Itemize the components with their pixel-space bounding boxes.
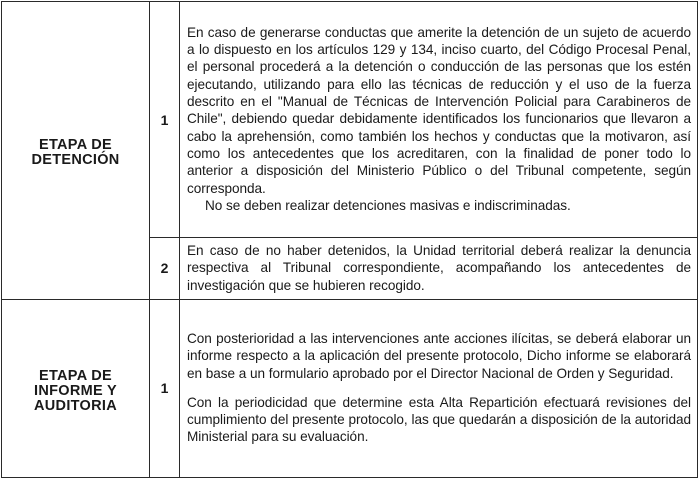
step-number: 1 [150, 2, 180, 238]
step-paragraph: No se deben realizar detenciones masivas e indiscriminadas. [205, 197, 571, 213]
stage-title-line: AUDITORIA [34, 397, 117, 414]
step-number: 2 [150, 238, 180, 300]
step-text-cell [180, 238, 698, 300]
step-text-cell [180, 299, 698, 477]
stage-detention-cell [2, 2, 150, 300]
step-number: 1 [150, 299, 180, 477]
table-row [2, 299, 698, 477]
protocol-table [1, 1, 698, 478]
step-paragraph: En caso de no haber detenidos, la Unidad territorial deberá realizar la denuncia respectiva al Tribunal correspondiente, acompañando los antecedentes de investigación que se hubieren recogido. [187, 243, 691, 293]
stage-report-cell [2, 299, 150, 477]
table-row [2, 2, 698, 238]
step-paragraph: En caso de generarse conductas que amerite la detención de un sujeto de acuerdo a lo dispuesto en los artículos 129 y 134, inciso cuarto, del Código Procesal Penal, el personal procederá a la detención o conducción de las personas que los estén ejecutando, utilizando para ello las técnicas de reducción y el uso de la fuerza descrito en el "Manual de Técnicas de Intervención Policial para Carabineros de Chile", debiendo quedar debidamente identificados los funcionarios que llevaron a cabo la aprehensión, como también los hechos y conductas que la motivaron, así como los antecedentes que los acreditaren, con la finalidad de poner todo lo anterior a disposición del Ministerio Público o del Tribunal competente, según corresponda. [187, 24, 691, 196]
step-paragraph: Con posterioridad a las intervenciones ante acciones ilícitas, se deberá elaborar un informe respecto a la aplicación del presente protocolo, Dicho informe se elaborará en base a un formulario aprobado por el Director Nacional de Orden y Seguridad. [187, 331, 691, 381]
stage-title-line: ETAPA DE [38, 367, 113, 384]
step-text-cell [180, 2, 698, 238]
stage-title-line: INFORME Y [34, 382, 117, 399]
stage-title-line: ETAPA DE [38, 137, 113, 154]
stage-title-line: DETENCIÓN [31, 152, 120, 169]
step-paragraph: Con la periodicidad que determine esta Alta Repartición efectuará revisiones del cumplimiento del presente protocolo, las que quedarán a disposición de la autoridad Ministerial para su evaluación. [187, 394, 691, 445]
